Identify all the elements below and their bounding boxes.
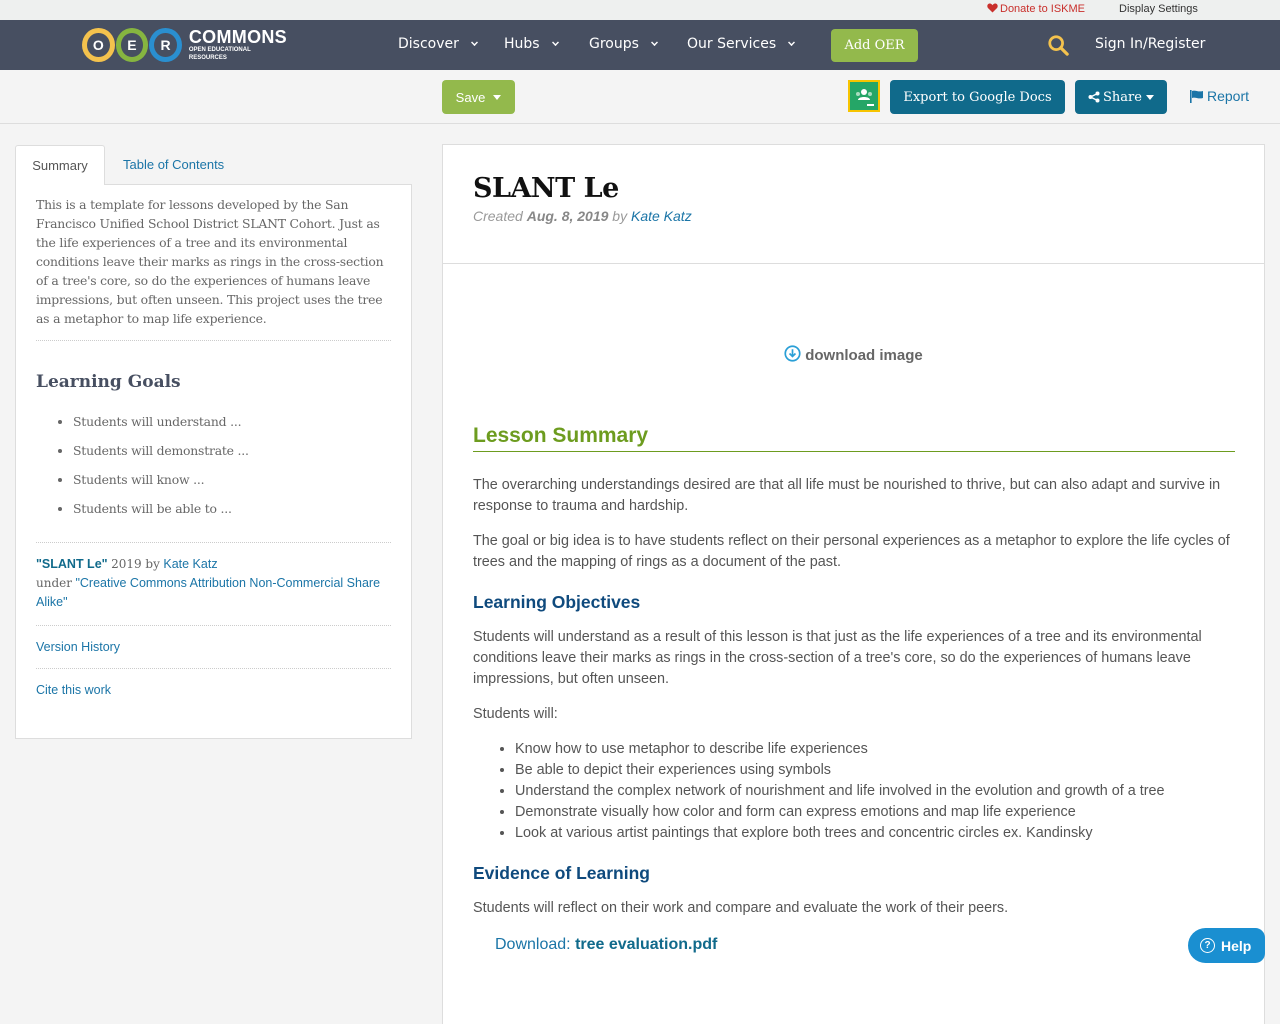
caret-down-icon — [493, 95, 501, 100]
version-history-link[interactable]: Version History — [36, 626, 391, 669]
share-label: Share — [1103, 89, 1142, 105]
download-pdf-link[interactable] — [495, 936, 1235, 954]
resource-header — [443, 145, 1264, 264]
sidebar-tabs — [15, 145, 412, 184]
learning-goal-item: • Students will know ... — [73, 472, 391, 501]
learning-goal-item: • Students will be able to ... — [73, 501, 391, 522]
lesson-content — [473, 421, 1235, 954]
evidence-of-learning-heading: Evidence of Learning — [473, 863, 650, 883]
export-google-docs-button[interactable]: Export to Google Docs — [890, 80, 1065, 114]
logo-text — [189, 28, 287, 62]
download-image-link[interactable] — [443, 347, 1264, 364]
oer-commons-logo[interactable] — [82, 26, 287, 63]
students-will-label: Students will: — [473, 706, 558, 722]
share-icon — [1088, 91, 1100, 103]
license-name-link[interactable]: "Creative Commons Attribution Non-Commercial Share Alike" — [36, 576, 381, 609]
download-image-label: download image — [805, 347, 923, 364]
license-attribution — [36, 543, 391, 626]
learning-goal-item: • Students will understand ... — [73, 414, 391, 443]
logo-letter-e: E — [116, 28, 149, 62]
question-circle-icon: ? — [1200, 938, 1215, 953]
help-button[interactable] — [1188, 928, 1265, 963]
download-filename: tree evaluation.pdf — [575, 936, 718, 953]
nav-discover-label: Discover — [398, 36, 459, 52]
report-label: Report — [1207, 88, 1250, 104]
objectives-list — [473, 739, 1235, 844]
save-label: Save — [455, 89, 486, 105]
main-content — [442, 144, 1265, 1024]
download-label: Download: — [495, 936, 571, 953]
nav-groups[interactable] — [589, 36, 658, 52]
cite-this-work-link[interactable]: Cite this work — [36, 683, 112, 697]
objective-item: • Be able to depict their experiences using symbols — [515, 760, 1235, 781]
objective-item: • Look at various artist paintings that explore both trees and concentric circles ex. Kandinsky — [515, 823, 1235, 844]
summary-panel — [15, 184, 412, 739]
tab-summary[interactable]: Summary — [15, 145, 105, 185]
tab-table-of-contents[interactable]: Table of Contents — [123, 157, 225, 172]
save-button[interactable] — [442, 80, 515, 114]
learning-goals-list — [36, 414, 391, 543]
caret-down-icon — [1146, 95, 1154, 100]
donate-label: Donate to ISKME — [1000, 3, 1085, 15]
created-label: Created — [473, 208, 523, 224]
donate-link[interactable] — [987, 3, 1085, 15]
heart-icon — [987, 3, 998, 13]
lesson-summary-heading: Lesson Summary — [473, 421, 1235, 452]
page-title: SLANT Le — [473, 173, 619, 204]
flag-icon — [1190, 90, 1204, 103]
sign-in-register-link[interactable]: Sign In/Register — [1095, 36, 1206, 52]
chevron-down-icon — [788, 39, 795, 46]
evidence-paragraph: Students will reflect on their work and compare and evaluate the work of their peers. — [473, 900, 1009, 916]
report-link[interactable] — [1190, 88, 1249, 104]
share-button[interactable] — [1075, 80, 1167, 114]
help-label: Help — [1221, 937, 1252, 954]
display-settings-link[interactable]: Display Settings — [1119, 3, 1198, 15]
nav-our-services-label: Our Services — [687, 36, 777, 52]
license-author-link[interactable]: Kate Katz — [163, 557, 218, 571]
objective-item: • Know how to use metaphor to describe life experiences — [515, 739, 1235, 760]
chevron-down-icon — [552, 39, 559, 46]
objective-item: • Understand the complex network of nourishment and life involved in the evolution and growth of a tree — [515, 781, 1235, 802]
resource-description: This is a template for lessons developed by the San Francisco Unified School District SLANT Cohort. Just as the life experiences of a tree and its environmental conditions leave their marks as rings in the cross-section of a tree's core, so do the experiences of humans leave impressions, but often unseen. This project uses the tree as a metaphor to map life experience. — [36, 195, 391, 341]
logo-letter-o: O — [82, 28, 115, 62]
license-year-by: 2019 by — [111, 557, 160, 571]
chevron-down-icon — [471, 39, 478, 46]
summary-paragraph: The overarching understandings desired are that all life must be nourished to thrive, but can also adapt and survive in response to trauma and hardship. — [473, 477, 1221, 514]
resource-toolbar — [0, 70, 1280, 124]
license-under: under — [36, 576, 72, 590]
nav-discover[interactable] — [398, 36, 478, 52]
summary-paragraph: The goal or big idea is to have students reflect on their personal experiences as a metaphor to explore the life cycles of trees and the mapping of rings as a document of the past. — [473, 533, 1230, 570]
license-resource-title: "SLANT Le" — [36, 557, 108, 571]
learning-goal-item: • Students will demonstrate ... — [73, 443, 391, 472]
learning-goals-heading: Learning Goals — [36, 372, 181, 392]
main-navbar — [0, 20, 1280, 70]
objectives-paragraph: Students will understand as a result of this lesson is that just as the life experiences of a tree and its environmental conditions leave their marks as rings in the cross-section of a tree's core, so do the experiences of humans leave impressions, but often unseen. — [473, 629, 1202, 687]
by-label: by — [612, 208, 628, 224]
nav-our-services[interactable] — [687, 36, 795, 52]
created-date: Aug. 8, 2019 — [526, 208, 609, 224]
logo-tagline: OPEN EDUCATIONAL RESOURCES — [188, 46, 251, 61]
logo-letter-r: R — [149, 28, 182, 62]
google-classroom-button[interactable] — [848, 80, 880, 112]
sidebar — [15, 145, 412, 739]
search-icon[interactable] — [1047, 34, 1069, 56]
resource-meta — [473, 208, 1234, 224]
logo-name: COMMONS — [188, 26, 287, 47]
author-link[interactable]: Kate Katz — [630, 208, 692, 224]
learning-objectives-heading: Learning Objectives — [473, 592, 641, 612]
add-oer-button[interactable]: Add OER — [831, 29, 918, 62]
utility-bar — [0, 0, 1280, 20]
download-circle-icon — [784, 345, 801, 362]
nav-hubs-label: Hubs — [504, 36, 540, 52]
google-classroom-icon — [850, 82, 878, 110]
nav-hubs[interactable] — [504, 36, 559, 52]
nav-groups-label: Groups — [589, 36, 639, 52]
chevron-down-icon — [651, 39, 658, 46]
objective-item: • Demonstrate visually how color and form can express emotions and map life experience — [515, 802, 1235, 823]
